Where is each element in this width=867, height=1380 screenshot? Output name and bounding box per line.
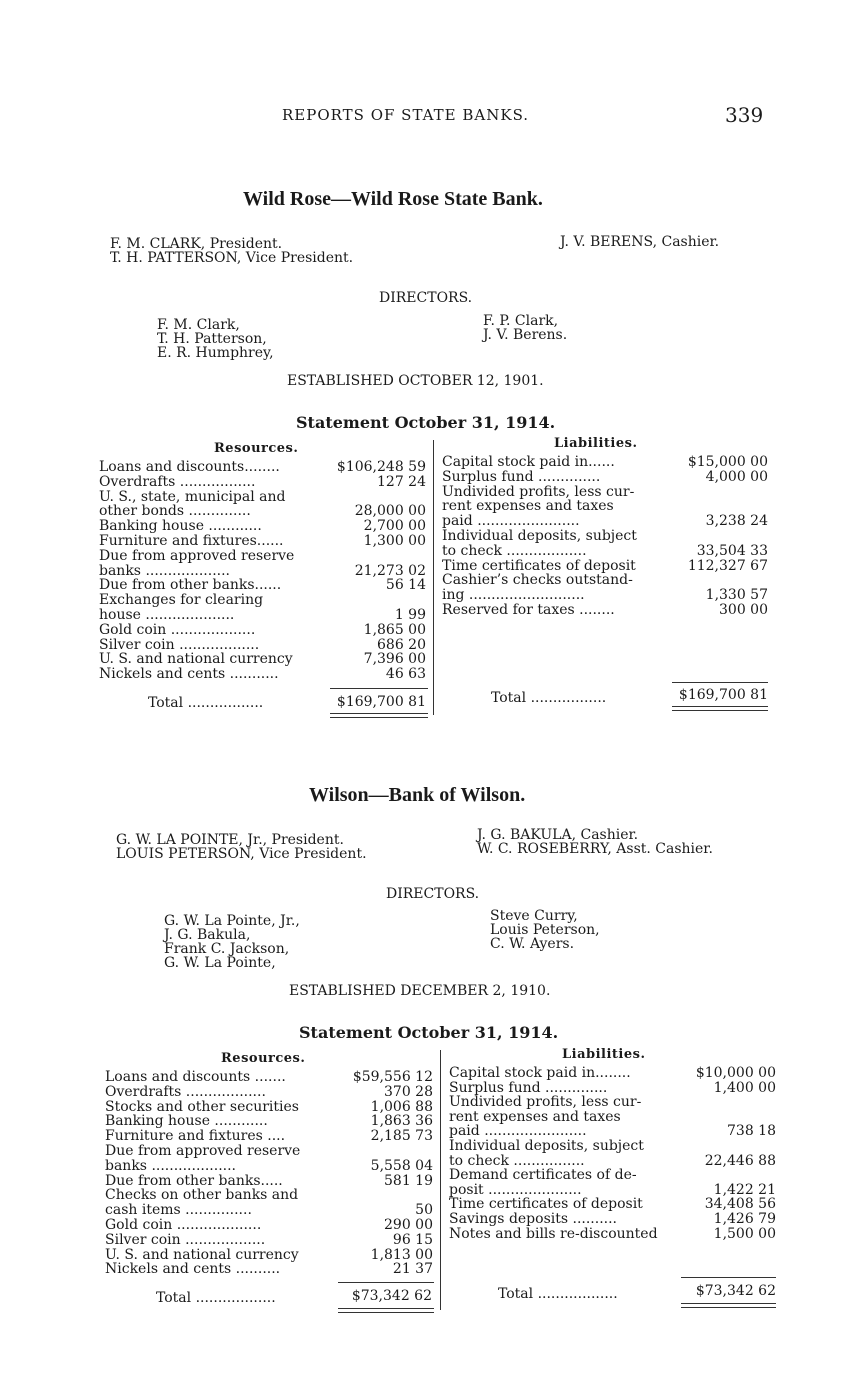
ledger-label: Demand certificates of de- [449,1167,637,1184]
ledger-amount: 4,000 00 [705,468,768,485]
bank1-resources-heading: Resources. [214,441,299,456]
ledger-amount: 1,865 00 [363,621,426,638]
ledger-label: Exchanges for clearing [99,592,264,609]
ledger-label: Individual deposits, subject [449,1138,644,1154]
bank2-directors-right [490,909,600,951]
ledger-label: other bonds .............. [99,503,251,520]
ledger-label: Notes and bills re-discounted [449,1225,658,1242]
ledger-label: Loans and discounts ....... [105,1069,286,1085]
bank1-liabilities-total-label: Total ................. [491,690,607,706]
ledger-amount: 21 37 [392,1261,433,1278]
bank2-title: Wilson—Bank of Wilson. [309,784,526,806]
bank2-resources-heading: Resources. [221,1051,306,1066]
ledger-amount: 1,300 00 [363,533,426,549]
ledger-amount: 34,408 56 [704,1196,776,1213]
director: F. P. Clark, [483,313,559,329]
ledger-amount: 3,238 24 [705,513,768,530]
ledger-label: U. S., state, municipal and [99,488,286,505]
double-rule [672,706,768,707]
bank1-title: Wild Rose—Wild Rose State Bank. [243,188,543,210]
ledger-amount: 1,426 79 [713,1211,776,1227]
ledger-amount: 1,006 88 [370,1098,433,1115]
bank2-statement-heading: Statement October 31, 1914. [299,1023,559,1042]
ledger-amount: 56 14 [385,577,426,594]
officer: J. V. BERENS, Cashier. [560,234,720,250]
bank1-established: ESTABLISHED OCTOBER 12, 1901. [287,373,544,389]
officer: T. H. PATTERSON, Vice President. [110,250,354,266]
ledger-amount: 1,813 00 [370,1246,433,1263]
bank1-officers-left [110,237,353,265]
ledger-label: Furniture and fixtures .... [105,1128,286,1145]
ledger-label: Furniture and fixtures...... [99,533,284,549]
ledger-amount: 738 18 [727,1123,776,1140]
ledger-amount: 28,000 00 [354,503,426,520]
total-rule [338,1282,434,1283]
ledger-label: Cashier’s checks outstand- [442,572,633,589]
ledger-label: Silver coin .................. [105,1231,266,1248]
ledger-label: banks ................... [99,562,230,579]
ledger-amount: 112,327 67 [687,557,768,574]
ledger-label: Gold coin ................... [105,1217,262,1233]
ledger-label: rent expenses and taxes [442,498,614,515]
director: G. W. La Pointe, Jr., [164,913,300,929]
ledger-amount: $15,000 00 [687,454,768,470]
ledger-amount: 33,504 33 [696,542,768,559]
ledger-label: Capital stock paid in...... [442,454,615,470]
ledger-label: house .................... [99,607,235,623]
ledger-amount: 1 99 [394,607,426,623]
ledger-label: Banking house ............ [105,1113,268,1130]
bank2-officers-right [477,828,713,856]
ledger-amount: $10,000 00 [695,1065,776,1081]
bank2-resources-total: $73,342 62 [351,1288,432,1304]
ledger-amount: 96 15 [392,1231,433,1248]
ledger-label: Undivided profits, less cur- [442,483,635,500]
ledger-amount: 1,500 00 [713,1225,776,1242]
ledger-label: Overdrafts .................. [105,1083,266,1100]
ledger-label: Time certificates of deposit [442,557,636,574]
ledger-label: Reserved for taxes ........ [442,602,615,618]
ledger-amount: 2,700 00 [363,518,426,535]
officer: J. G. BAKULA, Cashier. [477,827,639,843]
director: T. H. Patterson, [157,331,267,347]
ledger-label: rent expenses and taxes [449,1108,621,1125]
ledger-amount: 290 00 [384,1217,433,1233]
ledger-amount: 300 00 [719,602,768,618]
ledger-amount: 5,558 04 [370,1157,433,1174]
officer: W. C. ROSEBERRY, Asst. Cashier. [477,841,713,857]
ledger-label: Nickels and cents .......... [105,1261,281,1278]
bank1-liabilities-heading: Liabilities. [554,436,638,451]
double-rule [681,1307,776,1308]
ledger-label: Undivided profits, less cur- [449,1094,642,1111]
officer: G. W. LA POINTE, Jr., President. [116,832,344,848]
director: Louis Peterson, [490,922,600,938]
ledger-label: Due from other banks..... [105,1172,283,1189]
page-number: 339 [725,103,764,127]
total-rule [681,1277,776,1278]
ledger-label: banks ................... [105,1157,236,1174]
director: E. R. Humphrey, [157,345,274,361]
bank2-liabilities-total: $73,342 62 [695,1283,776,1299]
ledger-label: Stocks and other securities [105,1098,299,1115]
ledger-label: to check ................ [449,1152,585,1169]
column-divider [433,440,434,715]
bank1-directors-heading: DIRECTORS. [379,290,473,306]
ledger-amount: 50 [415,1202,433,1219]
ledger-label: Surplus fund .............. [449,1079,608,1096]
ledger-label: Due from approved reserve [105,1143,301,1159]
double-rule [338,1312,434,1313]
bank1-directors-left [157,318,274,360]
bank1-statement-heading: Statement October 31, 1914. [296,413,556,432]
ledger-amount: 581 19 [384,1172,433,1189]
total-rule [330,688,428,689]
ledger-label: Due from other banks...... [99,577,282,594]
ledger-label: Nickels and cents ........... [99,666,279,683]
director: Frank C. Jackson, [164,941,290,957]
bank1-resources-total: $169,700 81 [336,694,426,710]
ledger-amount: $106,248 59 [336,459,426,475]
ledger-amount: 22,446 88 [704,1152,776,1169]
ledger-label: Time certificates of deposit [449,1196,643,1213]
ledger-amount: 686 20 [377,636,426,653]
ledger-label: Loans and discounts........ [99,459,280,475]
ledger-amount: 46 63 [385,666,426,683]
ledger-amount: 370 28 [384,1083,433,1100]
ledger-label: cash items ............... [105,1202,252,1219]
director: F. M. Clark, [157,317,240,333]
column-divider [440,1050,441,1310]
ledger-amount: 1,330 57 [705,587,768,604]
director: C. W. Ayers. [490,936,575,952]
director: Steve Curry, [490,908,578,924]
ledger-label: ing .......................... [442,587,585,604]
director: G. W. La Pointe, [164,955,276,971]
ledger-label: to check .................. [442,542,587,559]
ledger-label: Checks on other banks and [105,1187,299,1204]
ledger-amount: 1,863 36 [370,1113,433,1130]
ledger-label: U. S. and national currency [99,651,293,668]
ledger-label: Silver coin .................. [99,636,260,653]
ledger-label: U. S. and national currency [105,1246,299,1263]
bank2-directors-left [164,914,300,970]
ledger-label: Gold coin ................... [99,621,256,638]
bank2-officers-left [116,833,367,861]
bank1-resources-total-label: Total ................. [148,695,264,711]
ledger-label: Surplus fund .............. [442,468,601,485]
double-rule [330,717,428,718]
officer: F. M. CLARK, President. [110,236,283,252]
director: J. G. Bakula, [164,927,251,943]
ledger-label: paid ....................... [442,513,580,530]
ledger-label: posit ..................... [449,1181,582,1198]
ledger-label: Overdrafts ................. [99,473,256,490]
bank2-liabilities-total-label: Total .................. [498,1286,618,1302]
bank1-liabilities-total: $169,700 81 [678,687,768,703]
double-rule [672,710,768,711]
bank1-directors-right [483,314,567,342]
ledger-label: Savings deposits .......... [449,1211,617,1227]
double-rule [681,1303,776,1304]
double-rule [330,713,428,714]
bank2-liabilities-heading: Liabilities. [562,1047,646,1062]
ledger-amount: 2,185 73 [370,1128,433,1145]
ledger-amount: 1,422 21 [713,1181,776,1198]
ledger-amount: 127 24 [377,473,426,490]
ledger-label: Individual deposits, subject [442,528,637,544]
ledger-amount: 1,400 00 [713,1079,776,1096]
double-rule [338,1308,434,1309]
director: J. V. Berens. [483,327,568,343]
officer: LOUIS PETERSON, Vice President. [116,846,367,862]
bank2-directors-heading: DIRECTORS. [386,886,480,902]
ledger-label: Due from approved reserve [99,547,295,564]
ledger-amount: $59,556 12 [352,1069,433,1085]
bank2-established: ESTABLISHED DECEMBER 2, 1910. [289,983,551,999]
ledger-label: paid ....................... [449,1123,587,1140]
ledger-label: Banking house ............ [99,518,262,535]
ledger-label: Capital stock paid in........ [449,1065,631,1081]
total-rule [672,682,768,683]
ledger-amount: 21,273 02 [354,562,426,579]
bank2-resources-total-label: Total .................. [156,1290,276,1306]
ledger-amount: 7,396 00 [363,651,426,668]
bank1-officers-right [560,234,719,250]
running-title: REPORTS OF STATE BANKS. [282,106,530,124]
